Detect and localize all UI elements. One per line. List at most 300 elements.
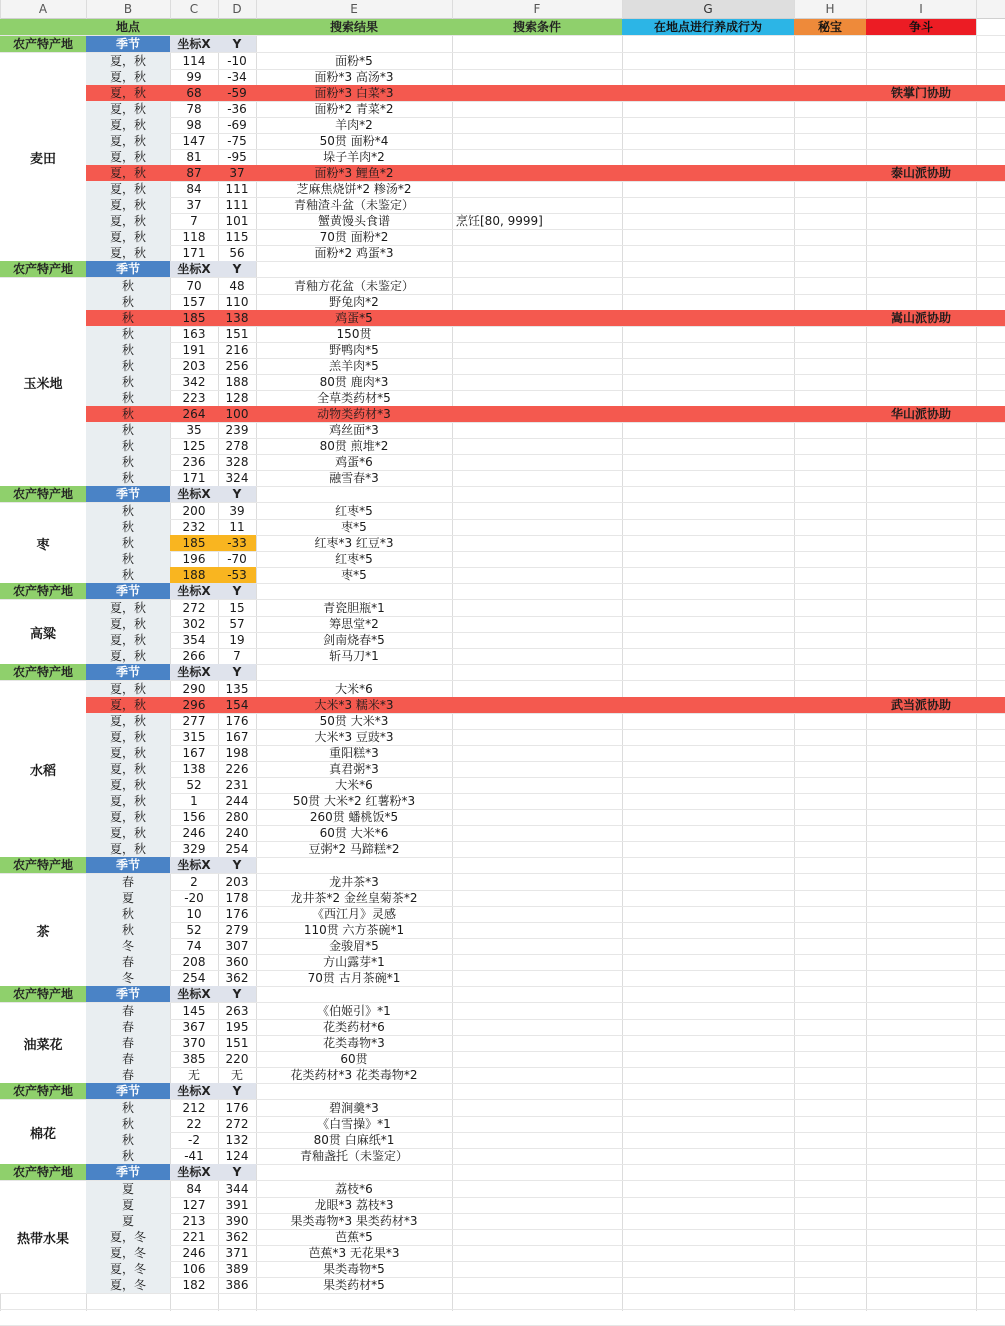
coord-x-cell[interactable]: 370 bbox=[182, 1036, 206, 1050]
search-result-cell[interactable]: 龙眼*3 荔枝*3 bbox=[314, 1198, 394, 1212]
search-condition-cell[interactable]: 烹饪[80, 9999] bbox=[456, 214, 543, 228]
season-header[interactable]: 季节 bbox=[86, 36, 170, 52]
season-cell[interactable]: 春 bbox=[86, 874, 170, 890]
fight-note-cell[interactable]: 武当派协助 bbox=[890, 698, 951, 712]
season-cell[interactable]: 夏，秋 bbox=[86, 713, 170, 729]
search-result-cell[interactable]: 花类药材*6 bbox=[323, 1020, 385, 1034]
column-header-c[interactable]: C bbox=[189, 2, 199, 16]
coord-x-cell[interactable]: 212 bbox=[182, 1101, 206, 1115]
coord-y-header[interactable]: Y bbox=[218, 261, 256, 277]
search-result-cell[interactable]: 果类毒物*3 果类药材*3 bbox=[290, 1214, 418, 1228]
table-row[interactable] bbox=[0, 101, 1005, 118]
search-result-cell[interactable]: 蟹黄馒头食谱 bbox=[317, 214, 390, 228]
coord-y-cell[interactable]: 7 bbox=[233, 649, 241, 663]
table-row[interactable] bbox=[0, 809, 1005, 826]
coord-x-cell[interactable]: 367 bbox=[182, 1020, 206, 1034]
coord-y-cell[interactable]: 195 bbox=[225, 1020, 249, 1034]
coord-x-cell[interactable]: 74 bbox=[186, 939, 202, 953]
coord-y-cell[interactable]: 244 bbox=[225, 794, 249, 808]
category-label[interactable]: 农产特产地 bbox=[0, 857, 86, 873]
season-cell[interactable]: 夏，秋 bbox=[86, 777, 170, 793]
table-row[interactable] bbox=[0, 1229, 1005, 1246]
fight-note-cell[interactable]: 泰山派协助 bbox=[890, 166, 951, 180]
table-row[interactable] bbox=[0, 310, 1005, 327]
coord-y-cell[interactable]: 220 bbox=[225, 1052, 249, 1066]
season-cell[interactable]: 夏，秋 bbox=[86, 245, 170, 261]
search-result-cell[interactable]: 红枣*5 bbox=[335, 504, 373, 518]
season-cell[interactable]: 夏，秋 bbox=[109, 698, 146, 712]
header-training[interactable]: 在地点进行养成行为 bbox=[622, 19, 794, 35]
coord-y-cell[interactable]: 154 bbox=[225, 698, 249, 712]
table-row[interactable] bbox=[0, 278, 1005, 295]
coord-y-cell[interactable]: 203 bbox=[225, 875, 249, 889]
coord-x-cell[interactable]: 185 bbox=[182, 311, 206, 325]
coord-x-cell[interactable]: 138 bbox=[182, 762, 206, 776]
coord-y-cell[interactable]: -33 bbox=[218, 535, 256, 551]
search-result-cell[interactable]: 筹思堂*2 bbox=[329, 617, 379, 631]
season-cell[interactable]: 秋 bbox=[86, 422, 170, 438]
table-row[interactable] bbox=[0, 197, 1005, 214]
category-label[interactable]: 农产特产地 bbox=[0, 1083, 86, 1099]
table-row[interactable] bbox=[0, 181, 1005, 198]
table-row[interactable] bbox=[0, 729, 1005, 746]
header-search-condition[interactable]: 搜索条件 bbox=[452, 19, 622, 35]
search-result-cell[interactable]: 110贯 六方茶碗*1 bbox=[303, 923, 405, 937]
coord-x-cell[interactable]: 125 bbox=[182, 439, 206, 453]
search-result-cell[interactable]: 面粉*5 bbox=[335, 54, 373, 68]
table-row[interactable] bbox=[0, 1003, 1005, 1020]
search-result-cell[interactable]: 60贯 bbox=[340, 1052, 368, 1066]
coord-y-cell[interactable]: 19 bbox=[229, 633, 245, 647]
season-cell[interactable]: 夏，秋 bbox=[86, 69, 170, 85]
search-result-cell[interactable]: 50贯 大米*3 bbox=[319, 714, 389, 728]
category-label[interactable]: 农产特产地 bbox=[0, 486, 86, 502]
search-result-cell[interactable]: 面粉*3 白菜*3 bbox=[314, 86, 394, 100]
search-result-cell[interactable]: 花类毒物*3 bbox=[323, 1036, 385, 1050]
coord-x-header[interactable]: 坐标X bbox=[170, 486, 218, 502]
coord-y-cell[interactable]: -53 bbox=[218, 567, 256, 583]
coord-y-cell[interactable]: 56 bbox=[229, 246, 245, 260]
search-result-cell[interactable]: 大米*6 bbox=[335, 778, 373, 792]
coord-x-cell[interactable]: 118 bbox=[182, 230, 206, 244]
coord-y-cell[interactable]: 176 bbox=[225, 714, 249, 728]
search-result-cell[interactable]: 斩马刀*1 bbox=[329, 649, 379, 663]
coord-y-cell[interactable]: 176 bbox=[225, 1101, 249, 1115]
search-result-cell[interactable]: 剑南烧春*5 bbox=[323, 633, 385, 647]
search-result-cell[interactable]: 大米*3 糯米*3 bbox=[314, 698, 394, 712]
search-result-cell[interactable]: 鸡蛋*6 bbox=[335, 455, 373, 469]
season-cell[interactable]: 秋 bbox=[86, 1148, 170, 1164]
search-result-cell[interactable]: 龙井茶*3 bbox=[329, 875, 379, 889]
search-result-cell[interactable]: 羔羊肉*5 bbox=[329, 359, 379, 373]
coord-y-cell[interactable]: -69 bbox=[227, 118, 247, 132]
coord-x-cell[interactable]: 354 bbox=[182, 633, 206, 647]
coord-y-cell[interactable]: 307 bbox=[225, 939, 249, 953]
coord-x-cell[interactable]: 114 bbox=[182, 54, 206, 68]
coord-x-cell[interactable]: -2 bbox=[188, 1133, 200, 1147]
coord-x-cell[interactable]: 145 bbox=[182, 1004, 206, 1018]
search-result-cell[interactable]: 150贯 bbox=[336, 327, 372, 341]
season-cell[interactable]: 夏，秋 bbox=[109, 166, 146, 180]
search-result-cell[interactable]: 大米*6 bbox=[335, 682, 373, 696]
coord-y-cell[interactable]: 254 bbox=[225, 842, 249, 856]
season-cell[interactable]: 夏，秋 bbox=[86, 681, 170, 697]
coord-x-cell[interactable]: 52 bbox=[186, 923, 202, 937]
season-header[interactable]: 季节 bbox=[86, 1083, 170, 1099]
fight-note-cell[interactable]: 铁掌门协助 bbox=[890, 86, 951, 100]
season-cell[interactable]: 夏，秋 bbox=[86, 197, 170, 213]
season-cell[interactable]: 秋 bbox=[86, 358, 170, 374]
table-row[interactable] bbox=[0, 470, 1005, 487]
coord-x-cell[interactable]: 254 bbox=[182, 971, 206, 985]
season-cell[interactable]: 秋 bbox=[121, 311, 134, 325]
coord-y-cell[interactable]: 344 bbox=[225, 1182, 249, 1196]
table-row[interactable] bbox=[0, 69, 1005, 86]
table-row[interactable] bbox=[0, 825, 1005, 842]
season-header[interactable]: 季节 bbox=[86, 1164, 170, 1180]
search-result-cell[interactable]: 垛子羊肉*2 bbox=[323, 150, 385, 164]
coord-y-cell[interactable]: 324 bbox=[225, 471, 249, 485]
search-result-cell[interactable]: 野兔肉*2 bbox=[329, 295, 379, 309]
coord-x-cell[interactable]: 171 bbox=[182, 471, 206, 485]
coord-y-cell[interactable]: 151 bbox=[225, 1036, 249, 1050]
table-row[interactable] bbox=[0, 954, 1005, 971]
table-row[interactable] bbox=[0, 1181, 1005, 1198]
search-result-cell[interactable]: 70贯 面粉*2 bbox=[319, 230, 389, 244]
category-label[interactable]: 农产特产地 bbox=[0, 986, 86, 1002]
season-cell[interactable]: 秋 bbox=[86, 906, 170, 922]
search-result-cell[interactable]: 融雪春*3 bbox=[329, 471, 379, 485]
search-result-cell[interactable]: 枣*5 bbox=[341, 520, 367, 534]
table-row[interactable] bbox=[0, 117, 1005, 134]
search-result-cell[interactable]: 《西江月》灵感 bbox=[311, 907, 396, 921]
coord-x-cell[interactable]: 147 bbox=[182, 134, 206, 148]
table-row[interactable] bbox=[0, 1051, 1005, 1068]
header-place[interactable]: 地点 bbox=[86, 19, 170, 35]
coord-y-header[interactable]: Y bbox=[218, 1083, 256, 1099]
coord-y-cell[interactable]: 198 bbox=[225, 746, 249, 760]
group-name-1[interactable]: 玉米地 bbox=[0, 278, 86, 486]
season-cell[interactable]: 夏，秋 bbox=[86, 600, 170, 616]
coord-x-cell[interactable]: 182 bbox=[182, 1278, 206, 1292]
coord-x-cell[interactable]: 296 bbox=[182, 698, 206, 712]
coord-y-cell[interactable]: -75 bbox=[227, 134, 247, 148]
coord-x-cell[interactable]: 70 bbox=[186, 279, 202, 293]
search-result-cell[interactable]: 荔枝*6 bbox=[335, 1182, 373, 1196]
coord-y-cell[interactable]: 11 bbox=[229, 520, 245, 534]
group-name-0[interactable]: 麦田 bbox=[0, 53, 86, 261]
coord-y-cell[interactable]: 124 bbox=[225, 1149, 249, 1163]
season-cell[interactable]: 秋 bbox=[86, 326, 170, 342]
table-row[interactable] bbox=[0, 422, 1005, 439]
season-cell[interactable]: 夏，冬 bbox=[86, 1261, 170, 1277]
coord-y-cell[interactable]: 263 bbox=[225, 1004, 249, 1018]
table-row[interactable] bbox=[0, 229, 1005, 246]
season-header[interactable]: 季节 bbox=[86, 261, 170, 277]
coord-x-header[interactable]: 坐标X bbox=[170, 857, 218, 873]
search-result-cell[interactable]: 动物类药材*3 bbox=[317, 407, 391, 421]
coord-y-cell[interactable]: 111 bbox=[225, 182, 249, 196]
coord-x-cell[interactable]: 246 bbox=[182, 1246, 206, 1260]
coord-y-header[interactable]: Y bbox=[218, 986, 256, 1002]
table-row[interactable] bbox=[0, 970, 1005, 987]
search-result-cell[interactable]: 重阳糕*3 bbox=[329, 746, 379, 760]
search-result-cell[interactable]: 鸡丝面*3 bbox=[329, 423, 379, 437]
search-result-cell[interactable]: 70贯 古月茶碗*1 bbox=[307, 971, 401, 985]
season-cell[interactable]: 春 bbox=[86, 1019, 170, 1035]
season-cell[interactable]: 秋 bbox=[86, 278, 170, 294]
coord-y-cell[interactable]: 278 bbox=[225, 439, 249, 453]
coord-y-cell[interactable]: 110 bbox=[225, 295, 249, 309]
coord-y-cell[interactable]: 279 bbox=[225, 923, 249, 937]
search-result-cell[interactable]: 豆粥*2 马蹄糕*2 bbox=[308, 842, 400, 856]
season-cell[interactable]: 夏，秋 bbox=[86, 809, 170, 825]
coord-y-cell[interactable]: 111 bbox=[225, 198, 249, 212]
empty-row[interactable] bbox=[0, 1309, 1005, 1326]
coord-x-cell[interactable]: 167 bbox=[182, 746, 206, 760]
column-header-h[interactable]: H bbox=[825, 2, 835, 16]
header-blank[interactable] bbox=[0, 19, 86, 35]
coord-x-cell[interactable]: 156 bbox=[182, 810, 206, 824]
season-cell[interactable]: 春 bbox=[86, 954, 170, 970]
coord-x-cell[interactable]: 329 bbox=[182, 842, 206, 856]
table-row[interactable] bbox=[0, 793, 1005, 810]
coord-y-cell[interactable]: 386 bbox=[225, 1278, 249, 1292]
coord-x-header[interactable]: 坐标X bbox=[170, 1164, 218, 1180]
search-result-cell[interactable]: 面粉*3 高汤*3 bbox=[314, 70, 394, 84]
coord-y-cell[interactable]: 138 bbox=[225, 311, 249, 325]
season-cell[interactable]: 秋 bbox=[86, 551, 170, 567]
search-result-cell[interactable]: 花类药材*3 花类毒物*2 bbox=[290, 1068, 418, 1082]
table-row[interactable] bbox=[0, 551, 1005, 568]
table-row[interactable] bbox=[0, 906, 1005, 923]
table-row[interactable] bbox=[0, 874, 1005, 891]
coord-y-cell[interactable]: 48 bbox=[229, 279, 245, 293]
table-row[interactable] bbox=[0, 53, 1005, 70]
table-row[interactable] bbox=[0, 761, 1005, 778]
coord-x-cell[interactable]: 2 bbox=[190, 875, 198, 889]
table-row[interactable] bbox=[0, 390, 1005, 407]
table-row[interactable] bbox=[0, 1213, 1005, 1230]
season-header[interactable]: 季节 bbox=[86, 583, 170, 599]
table-row[interactable] bbox=[0, 1132, 1005, 1149]
search-result-cell[interactable]: 红枣*3 红豆*3 bbox=[314, 536, 394, 550]
header-blank[interactable] bbox=[218, 19, 256, 35]
season-cell[interactable]: 夏，秋 bbox=[86, 213, 170, 229]
search-result-cell[interactable]: 80贯 白麻纸*1 bbox=[313, 1133, 395, 1147]
coord-x-cell[interactable]: 385 bbox=[182, 1052, 206, 1066]
table-row[interactable] bbox=[0, 1116, 1005, 1133]
coord-y-cell[interactable]: 132 bbox=[225, 1133, 249, 1147]
table-row[interactable] bbox=[0, 1197, 1005, 1214]
season-cell[interactable]: 夏，秋 bbox=[86, 648, 170, 664]
table-row[interactable] bbox=[0, 326, 1005, 343]
coord-y-cell[interactable]: 37 bbox=[229, 166, 245, 180]
search-result-cell[interactable]: 金骏眉*5 bbox=[329, 939, 379, 953]
search-result-cell[interactable]: 青瓷胆瓶*1 bbox=[323, 601, 385, 615]
column-header-g[interactable]: G bbox=[622, 0, 794, 18]
search-result-cell[interactable]: 260贯 蟠桃饭*5 bbox=[309, 810, 399, 824]
search-result-cell[interactable]: 鸡蛋*5 bbox=[335, 311, 373, 325]
coord-x-cell[interactable]: -20 bbox=[184, 891, 204, 905]
coord-x-cell[interactable]: 68 bbox=[186, 86, 202, 100]
coord-x-cell[interactable]: 221 bbox=[182, 1230, 206, 1244]
season-cell[interactable]: 夏，秋 bbox=[86, 761, 170, 777]
empty-row[interactable] bbox=[0, 1293, 1005, 1310]
coord-y-cell[interactable]: 39 bbox=[229, 504, 245, 518]
table-row[interactable] bbox=[0, 1245, 1005, 1262]
season-cell[interactable]: 冬 bbox=[86, 938, 170, 954]
table-row[interactable] bbox=[0, 374, 1005, 391]
season-cell[interactable]: 夏，秋 bbox=[86, 616, 170, 632]
table-row[interactable] bbox=[0, 890, 1005, 907]
coord-x-cell[interactable]: 1 bbox=[190, 794, 198, 808]
table-row[interactable] bbox=[0, 149, 1005, 166]
search-result-cell[interactable]: 方山露芽*1 bbox=[323, 955, 385, 969]
coord-x-cell[interactable]: 342 bbox=[182, 375, 206, 389]
coord-x-cell[interactable]: 264 bbox=[182, 407, 206, 421]
season-cell[interactable]: 秋 bbox=[86, 922, 170, 938]
search-result-cell[interactable]: 枣*5 bbox=[341, 568, 367, 582]
season-cell[interactable]: 夏，秋 bbox=[86, 841, 170, 857]
group-name-8[interactable]: 热带水果 bbox=[0, 1181, 86, 1293]
season-cell[interactable]: 夏，冬 bbox=[86, 1229, 170, 1245]
season-header[interactable]: 季节 bbox=[86, 664, 170, 680]
search-result-cell[interactable]: 面粉*3 鲤鱼*2 bbox=[314, 166, 394, 180]
category-label[interactable]: 农产特产地 bbox=[0, 261, 86, 277]
search-result-cell[interactable]: 大米*3 豆豉*3 bbox=[314, 730, 394, 744]
coord-x-cell[interactable]: 315 bbox=[182, 730, 206, 744]
coord-y-cell[interactable]: 231 bbox=[225, 778, 249, 792]
category-label[interactable]: 农产特产地 bbox=[0, 1164, 86, 1180]
table-row[interactable] bbox=[0, 213, 1005, 230]
category-label[interactable]: 农产特产地 bbox=[0, 583, 86, 599]
table-row[interactable] bbox=[0, 922, 1005, 939]
coord-x-cell[interactable]: 87 bbox=[186, 166, 202, 180]
coord-y-cell[interactable]: 391 bbox=[225, 1198, 249, 1212]
fight-note-cell[interactable]: 华山派协助 bbox=[890, 407, 951, 421]
column-header-f[interactable]: F bbox=[533, 2, 541, 16]
coord-y-cell[interactable]: 128 bbox=[225, 391, 249, 405]
fight-note-cell[interactable]: 嵩山派协助 bbox=[890, 311, 951, 325]
column-header-i[interactable]: I bbox=[919, 2, 923, 16]
coord-y-cell[interactable]: -10 bbox=[227, 54, 247, 68]
table-row[interactable] bbox=[0, 1148, 1005, 1165]
search-result-cell[interactable]: 《白雪操》*1 bbox=[317, 1117, 391, 1131]
coord-y-cell[interactable]: 216 bbox=[225, 343, 249, 357]
coord-y-cell[interactable]: 371 bbox=[225, 1246, 249, 1260]
coord-x-cell[interactable]: 232 bbox=[182, 520, 206, 534]
table-row[interactable] bbox=[0, 745, 1005, 762]
coord-y-cell[interactable]: 151 bbox=[225, 327, 249, 341]
season-header[interactable]: 季节 bbox=[86, 486, 170, 502]
season-cell[interactable]: 夏，秋 bbox=[86, 229, 170, 245]
season-cell[interactable]: 秋 bbox=[86, 390, 170, 406]
coord-x-cell[interactable]: 98 bbox=[186, 118, 202, 132]
season-cell[interactable]: 冬 bbox=[86, 970, 170, 986]
table-row[interactable] bbox=[0, 165, 1005, 182]
season-cell[interactable]: 秋 bbox=[86, 342, 170, 358]
coord-x-cell[interactable]: 157 bbox=[182, 295, 206, 309]
coord-x-header[interactable]: 坐标X bbox=[170, 261, 218, 277]
table-row[interactable] bbox=[0, 535, 1005, 552]
table-row[interactable] bbox=[0, 1261, 1005, 1278]
group-name-2[interactable]: 枣 bbox=[0, 503, 86, 583]
category-label[interactable]: 农产特产地 bbox=[0, 36, 86, 52]
search-result-cell[interactable]: 面粉*2 青菜*2 bbox=[314, 102, 394, 116]
season-cell[interactable]: 秋 bbox=[86, 1116, 170, 1132]
season-cell[interactable]: 春 bbox=[86, 1035, 170, 1051]
coord-y-cell[interactable]: 15 bbox=[229, 601, 245, 615]
coord-x-cell[interactable]: 185 bbox=[170, 535, 218, 551]
coord-x-cell[interactable]: 272 bbox=[182, 601, 206, 615]
table-row[interactable] bbox=[0, 713, 1005, 730]
season-cell[interactable]: 秋 bbox=[86, 470, 170, 486]
search-result-cell[interactable]: 果类药材*5 bbox=[323, 1278, 385, 1292]
group-name-3[interactable]: 高粱 bbox=[0, 600, 86, 664]
table-row[interactable] bbox=[0, 938, 1005, 955]
season-cell[interactable]: 夏，秋 bbox=[86, 53, 170, 69]
coord-y-cell[interactable]: 101 bbox=[225, 214, 249, 228]
coord-y-header[interactable]: Y bbox=[218, 36, 256, 52]
column-header-a[interactable]: A bbox=[38, 2, 48, 16]
season-cell[interactable]: 秋 bbox=[86, 438, 170, 454]
table-row[interactable] bbox=[0, 841, 1005, 858]
search-result-cell[interactable]: 50贯 大米*2 红薯粉*3 bbox=[292, 794, 416, 808]
header-treasure[interactable]: 秘宝 bbox=[794, 19, 866, 35]
table-row[interactable] bbox=[0, 454, 1005, 471]
coord-y-cell[interactable]: 100 bbox=[225, 407, 249, 421]
coord-x-cell[interactable]: 84 bbox=[186, 1182, 202, 1196]
season-cell[interactable]: 秋 bbox=[86, 503, 170, 519]
season-cell[interactable]: 秋 bbox=[86, 454, 170, 470]
coord-y-cell[interactable]: 57 bbox=[229, 617, 245, 631]
coord-x-cell[interactable]: 208 bbox=[182, 955, 206, 969]
search-result-cell[interactable]: 青釉方花盆（未鉴定） bbox=[293, 279, 414, 293]
table-row[interactable] bbox=[0, 85, 1005, 102]
season-cell[interactable]: 夏，秋 bbox=[109, 86, 146, 100]
season-header[interactable]: 季节 bbox=[86, 857, 170, 873]
header-blank[interactable] bbox=[170, 19, 218, 35]
table-row[interactable] bbox=[0, 503, 1005, 520]
coord-x-cell[interactable]: 35 bbox=[186, 423, 202, 437]
table-row[interactable] bbox=[0, 1035, 1005, 1052]
search-result-cell[interactable]: 50贯 面粉*4 bbox=[319, 134, 389, 148]
coord-x-cell[interactable]: 203 bbox=[182, 359, 206, 373]
table-row[interactable] bbox=[0, 681, 1005, 698]
column-header-b[interactable]: B bbox=[123, 2, 133, 16]
coord-x-cell[interactable]: 7 bbox=[190, 214, 198, 228]
coord-x-cell[interactable]: 302 bbox=[182, 617, 206, 631]
search-result-cell[interactable]: 《伯姬引》*1 bbox=[317, 1004, 391, 1018]
coord-x-cell[interactable]: 277 bbox=[182, 714, 206, 728]
table-row[interactable] bbox=[0, 1277, 1005, 1294]
season-cell[interactable]: 夏 bbox=[86, 1181, 170, 1197]
season-cell[interactable]: 夏，秋 bbox=[86, 117, 170, 133]
table-row[interactable] bbox=[0, 616, 1005, 633]
group-name-7[interactable]: 棉花 bbox=[0, 1100, 86, 1164]
search-result-cell[interactable]: 真君粥*3 bbox=[329, 762, 379, 776]
season-cell[interactable]: 春 bbox=[86, 1051, 170, 1067]
season-cell[interactable]: 秋 bbox=[86, 294, 170, 310]
season-cell[interactable]: 秋 bbox=[121, 407, 134, 421]
coord-x-cell[interactable]: 290 bbox=[182, 682, 206, 696]
table-row[interactable] bbox=[0, 133, 1005, 150]
coord-y-cell[interactable]: 390 bbox=[225, 1214, 249, 1228]
header-fight[interactable]: 争斗 bbox=[866, 19, 976, 35]
search-result-cell[interactable]: 野鸭肉*5 bbox=[329, 343, 379, 357]
search-result-cell[interactable]: 60贯 大米*6 bbox=[319, 826, 389, 840]
